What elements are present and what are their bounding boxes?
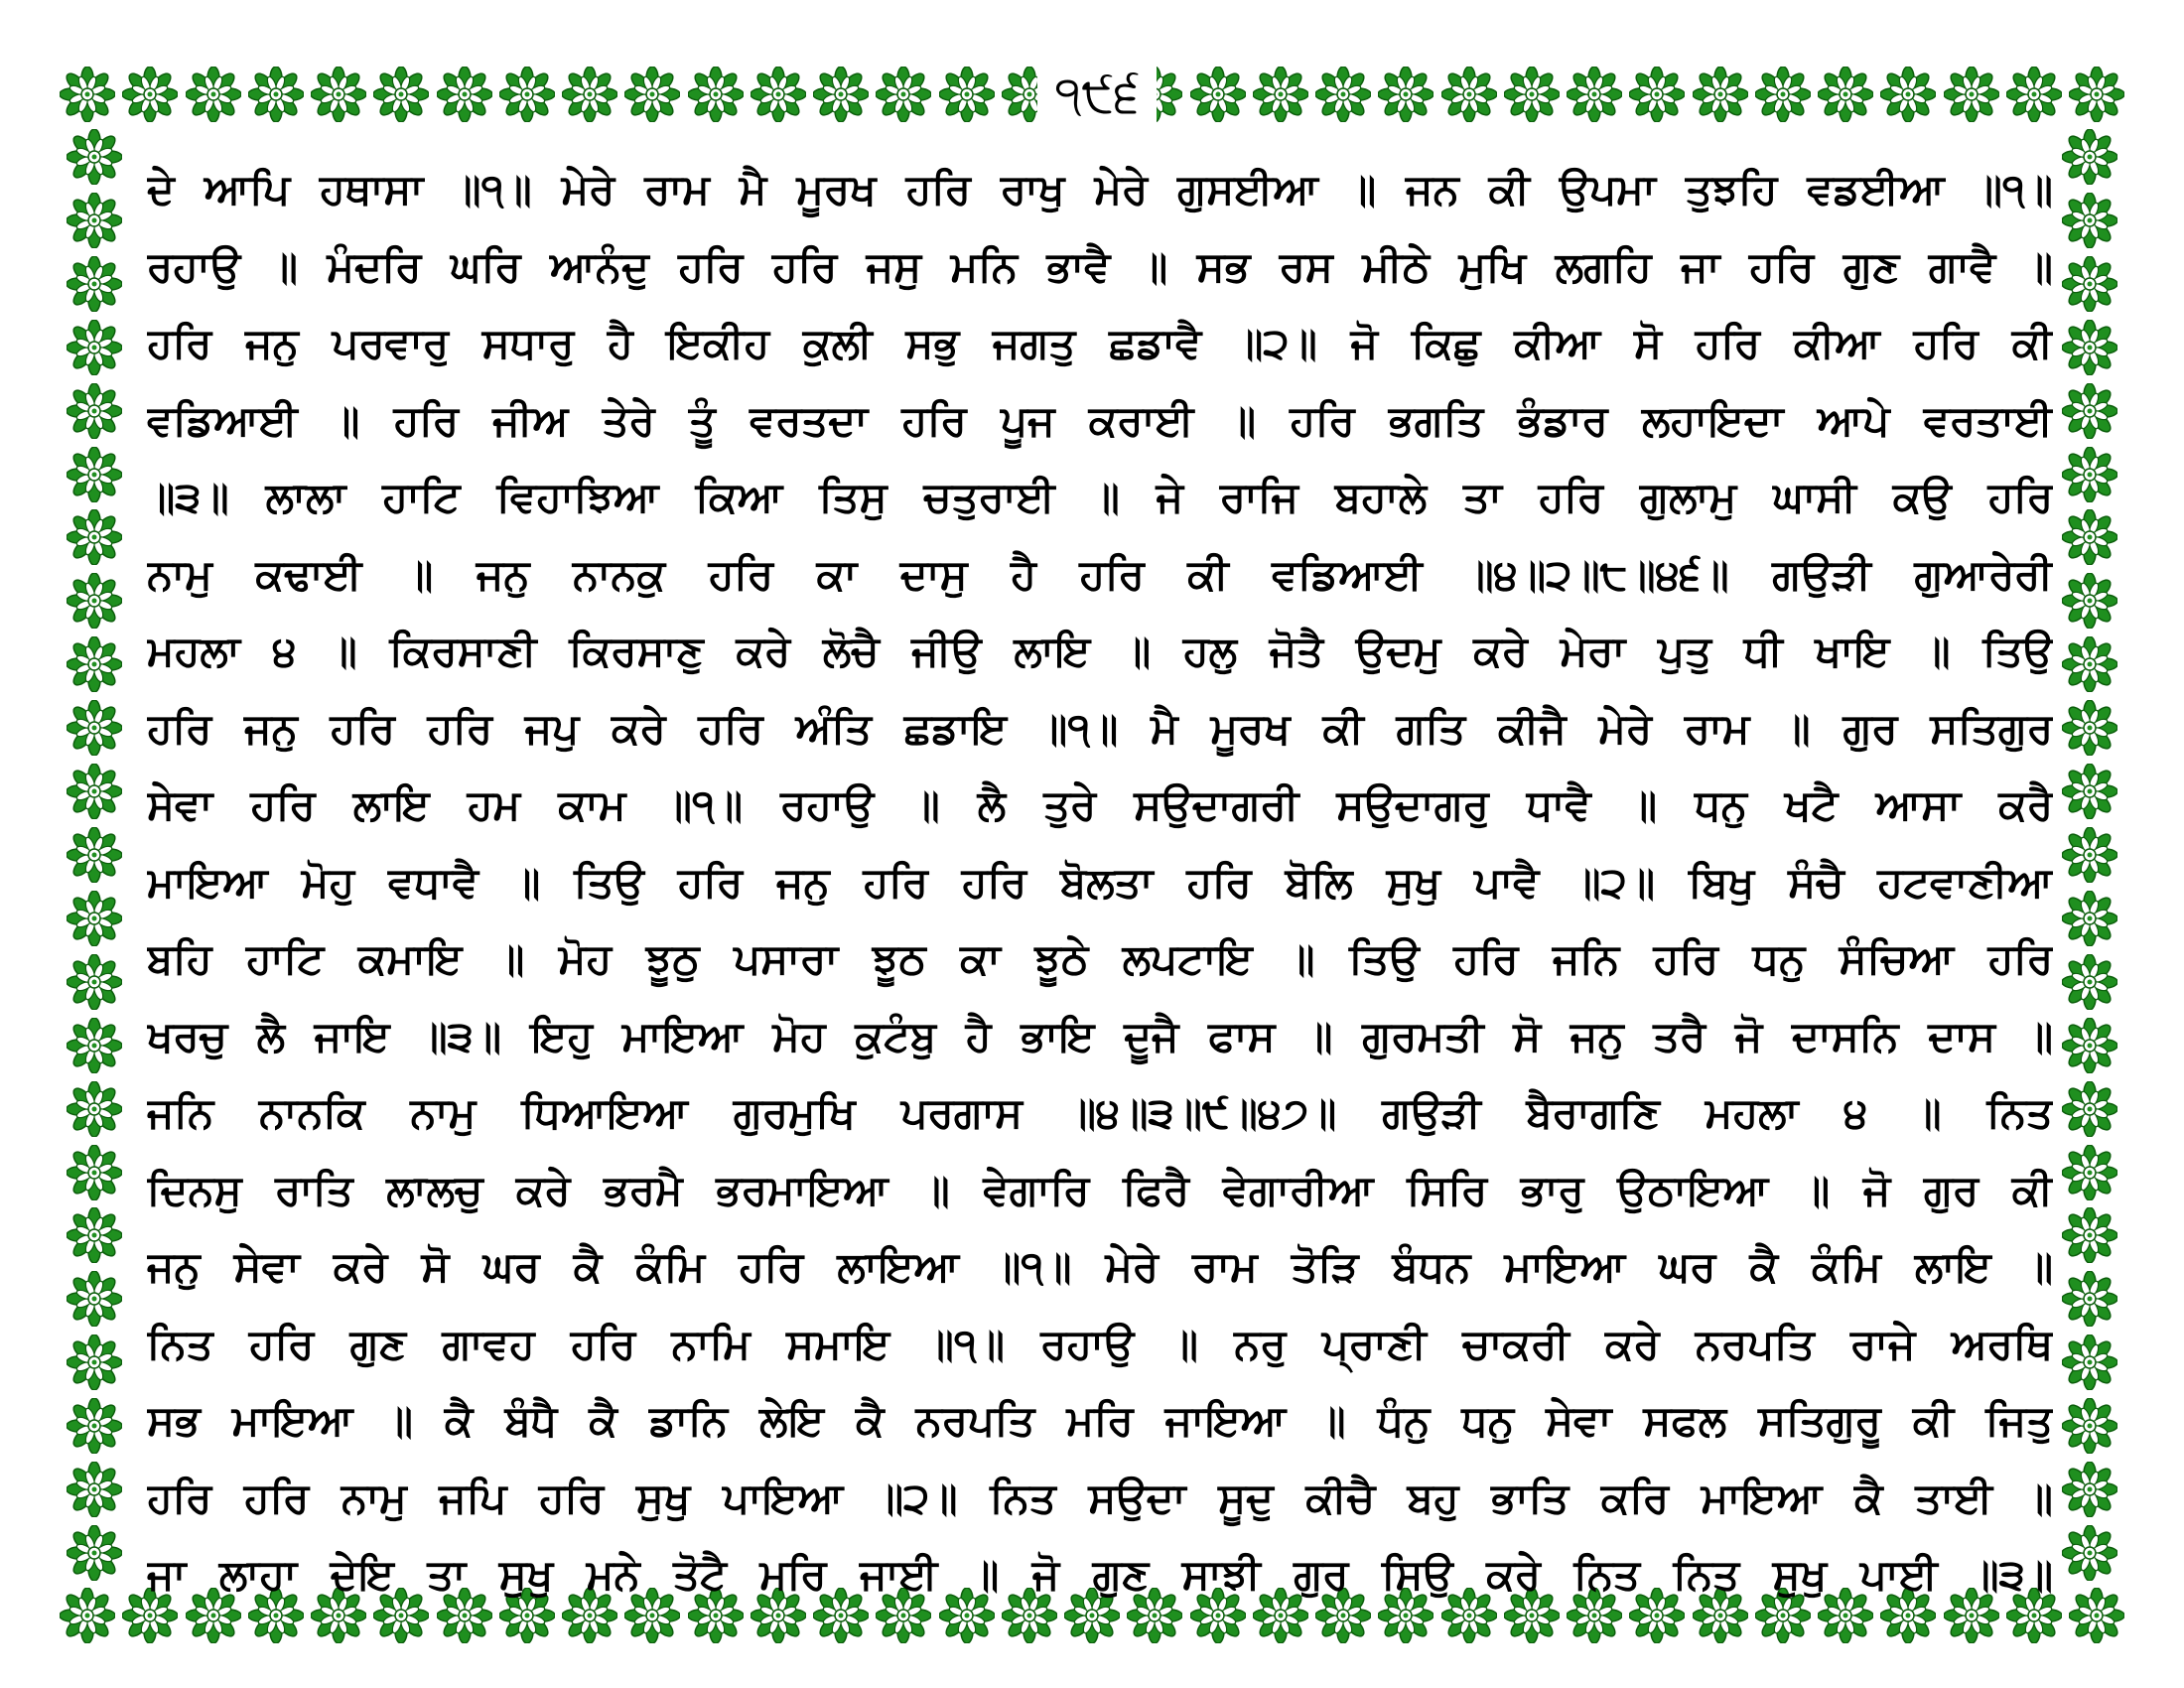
text-line: ਸਭ ਮਾਇਆ ॥ ਕੈ ਬੰਧੈ ਕੈ ਡਾਨਿ ਲੇਇ ਕੈ ਨਰਪਤਿ ਮਰਿ ਜਾਇਆ ॥ ਧੰਨੁ ਧਨੁ ਸੇਵਾ ਸਫਲ ਸਤਿਗੁਰੂ ਕੀ ਜਿਤੁ xyxy=(147,1396,2053,1445)
green-flower-icon xyxy=(2062,447,2117,502)
green-flower-icon xyxy=(624,67,680,122)
text-line: ਜਨੁ ਸੇਵਾ ਕਰੇ ਸੋ ਘਰ ਕੈ ਕੰਮਿ ਹਰਿ ਲਾਇਆ ॥੧॥ ਮੇਰੇ ਰਾਮ ਤੋੜਿ ਬੰਧਨ ਮਾਇਆ ਘਰ ਕੈ ਕੰਮਿ ਲਾਇ ॥ xyxy=(147,1242,2053,1291)
green-flower-icon xyxy=(2062,256,2117,312)
green-flower-icon xyxy=(60,67,115,122)
green-flower-icon xyxy=(2062,1398,2117,1454)
green-flower-icon xyxy=(1693,67,1748,122)
green-flower-icon xyxy=(2062,383,2117,439)
text-line: ਮਹਲਾ ੪ ॥ ਕਿਰਸਾਣੀ ਕਿਰਸਾਣੁ ਕਰੇ ਲੋਚੈ ਜੀਉ ਲਾਇ ॥ ਹਲੁ ਜੋਤੈ ਉਦਮੁ ਕਰੇ ਮੇਰਾ ਪੁਤੁ ਧੀ ਖਾਇ ॥ ਤਿਉ xyxy=(147,627,2053,675)
green-flower-icon xyxy=(1880,67,1936,122)
text-line: ਮਾਇਆ ਮੋਹੁ ਵਧਾਵੈ ॥ ਤਿਉ ਹਰਿ ਜਨੁ ਹਰਿ ਹਰਿ ਬੋਲਤਾ ਹਰਿ ਬੋਲਿ ਸੁਖੁ ਪਾਵੈ ॥੨॥ ਬਿਖੁ ਸੰਚੈ ਹਟਵਾਣੀਆ xyxy=(147,857,2053,907)
green-flower-icon xyxy=(186,67,241,122)
text-line: ॥੩॥ ਲਾਲਾ ਹਾਟਿ ਵਿਹਾਝਿਆ ਕਿਆ ਤਿਸੁ ਚਤੁਰਾਈ ॥ ਜੇ ਰਾਜਿ ਬਹਾਲੇ ਤਾ ਹਰਿ ਗੁਲਾਮੁ ਘਾਸੀ ਕਉ ਹਰਿ xyxy=(147,473,2053,521)
text-line: ਜਾ ਲਾਹਾ ਦੇਇ ਤਾ ਸੁਖੁ ਮਨੇ ਤੋਟੈ ਮਰਿ ਜਾਈ ॥ ਜੋ ਗੁਣ ਸਾਝੀ ਗੁਰ ਸਿਉ ਕਰੇ ਨਿਤ ਨਿਤ ਸੁਖੁ ਪਾਈ ॥੩॥ xyxy=(147,1550,2053,1599)
green-flower-icon xyxy=(1441,67,1497,122)
green-flower-icon xyxy=(67,447,122,502)
green-flower-icon xyxy=(67,383,122,439)
green-flower-icon xyxy=(1253,67,1308,122)
green-flower-icon xyxy=(2062,700,2117,756)
green-flower-icon xyxy=(67,1398,122,1454)
green-flower-icon xyxy=(2062,827,2117,883)
green-flower-icon xyxy=(1315,67,1371,122)
green-flower-icon xyxy=(67,891,122,946)
green-flower-icon xyxy=(1818,67,1873,122)
green-flower-icon xyxy=(2069,1588,2124,1643)
green-flower-icon xyxy=(122,67,178,122)
green-flower-icon xyxy=(1755,67,1811,122)
green-flower-icon xyxy=(2062,954,2117,1010)
green-flower-icon xyxy=(2062,1018,2117,1073)
green-flower-icon xyxy=(67,1271,122,1327)
text-line: ਦੇ ਆਪਿ ਹਥਾਸਾ ॥੧॥ ਮੇਰੇ ਰਾਮ ਮੈ ਮੂਰਖ ਹਰਿ ਰਾਖੁ ਮੇਰੇ ਗੁਸਈਆ ॥ ਜਨ ਕੀ ਉਪਮਾ ਤੁਝਹਿ ਵਡਈਆ ॥੧॥ xyxy=(147,165,2053,213)
text-line: ਖਰਚੁ ਲੈ ਜਾਇ ॥੩॥ ਇਹੁ ਮਾਇਆ ਮੋਹ ਕੁਟੰਬੁ ਹੈ ਭਾਇ ਦੂਜੈ ਫਾਸ ॥ ਗੁਰਮਤੀ ਸੋ ਜਨੁ ਤਰੈ ਜੋ ਦਾਸਨਿ ਦਾਸ ॥ xyxy=(147,1011,2053,1060)
green-flower-icon xyxy=(67,129,122,185)
green-flower-icon xyxy=(2069,67,2124,122)
green-flower-icon xyxy=(2006,67,2062,122)
green-flower-icon xyxy=(2062,1207,2117,1263)
green-flower-icon xyxy=(2062,573,2117,629)
green-flower-icon xyxy=(67,193,122,248)
green-flower-icon xyxy=(67,509,122,565)
green-flower-icon xyxy=(67,573,122,629)
green-flower-icon xyxy=(2062,193,2117,248)
green-flower-icon xyxy=(562,67,617,122)
green-flower-icon xyxy=(813,67,869,122)
green-flower-icon xyxy=(67,256,122,312)
green-flower-icon xyxy=(67,636,122,692)
green-flower-icon xyxy=(67,1018,122,1073)
green-flower-icon xyxy=(311,67,366,122)
green-flower-icon xyxy=(67,700,122,756)
text-line: ਸੇਵਾ ਹਰਿ ਲਾਇ ਹਮ ਕਾਮ ॥੧॥ ਰਹਾਉ ॥ ਲੈ ਤੁਰੇ ਸਉਦਾਗਰੀ ਸਉਦਾਗਰੁ ਧਾਵੈ ॥ ਧਨੁ ਖਟੈ ਆਸਾ ਕਰੈ xyxy=(147,780,2053,829)
green-flower-icon xyxy=(67,1145,122,1200)
green-flower-icon xyxy=(67,827,122,883)
green-flower-icon xyxy=(499,67,555,122)
green-flower-icon xyxy=(67,1525,122,1581)
green-flower-icon xyxy=(248,67,304,122)
green-flower-icon xyxy=(60,1588,115,1643)
green-flower-icon xyxy=(2062,764,2117,819)
text-line: ਹਰਿ ਹਰਿ ਨਾਮੁ ਜਪਿ ਹਰਿ ਸੁਖੁ ਪਾਇਆ ॥੨॥ ਨਿਤ ਸਉਦਾ ਸੂਦੁ ਕੀਚੈ ਬਹੁ ਭਾਤਿ ਕਰਿ ਮਾਇਆ ਕੈ ਤਾਈ ॥ xyxy=(147,1473,2053,1522)
green-flower-icon xyxy=(2062,636,2117,692)
gurbani-text-block xyxy=(147,151,2053,1599)
decorative-border-right xyxy=(2055,129,2124,1581)
green-flower-icon xyxy=(751,67,806,122)
text-line: ਦਿਨਸੁ ਰਾਤਿ ਲਾਲਚੁ ਕਰੇ ਭਰਮੈ ਭਰਮਾਇਆ ॥ ਵੇਗਾਰਿ ਫਿਰੈ ਵੇਗਾਰੀਆ ਸਿਰਿ ਭਾਰੁ ਉਠਾਇਆ ॥ ਜੋ ਗੁਰ ਕੀ xyxy=(147,1165,2053,1214)
green-flower-icon xyxy=(1504,67,1560,122)
green-flower-icon xyxy=(2062,1525,2117,1581)
green-flower-icon xyxy=(2062,1271,2117,1327)
green-flower-icon xyxy=(373,67,429,122)
green-flower-icon xyxy=(1378,67,1433,122)
text-line: ਹਰਿ ਜਨੁ ਪਰਵਾਰੁ ਸਧਾਰੁ ਹੈ ਇਕੀਹ ਕੁਲੀ ਸਭੁ ਜਗਤੁ ਛਡਾਵੈ ॥੨॥ ਜੋ ਕਿਛੁ ਕੀਆ ਸੋ ਹਰਿ ਕੀਆ ਹਰਿ ਕੀ xyxy=(147,319,2053,367)
text-line: ਰਹਾਉ ॥ ਮੰਦਰਿ ਘਰਿ ਆਨੰਦੁ ਹਰਿ ਹਰਿ ਜਸੁ ਮਨਿ ਭਾਵੈ ॥ ਸਭ ਰਸ ਮੀਠੇ ਮੁਖਿ ਲਗਹਿ ਜਾ ਹਰਿ ਗੁਣ ਗਾਵੈ ॥ xyxy=(147,241,2053,291)
green-flower-icon xyxy=(2062,509,2117,565)
green-flower-icon xyxy=(2062,1081,2117,1137)
green-flower-icon xyxy=(688,67,744,122)
green-flower-icon xyxy=(67,1081,122,1137)
green-flower-icon xyxy=(2062,1145,2117,1200)
text-line: ਬਹਿ ਹਾਟਿ ਕਮਾਇ ॥ ਮੋਹ ਝੂਠੁ ਪਸਾਰਾ ਝੂਠ ਕਾ ਝੂਠੇ ਲਪਟਾਇ ॥ ਤਿਉ ਹਰਿ ਜਨਿ ਹਰਿ ਧਨੁ ਸੰਚਿਆ ਹਰਿ xyxy=(147,934,2053,983)
green-flower-icon xyxy=(2062,1462,2117,1517)
green-flower-icon xyxy=(67,954,122,1010)
green-flower-icon xyxy=(939,67,995,122)
green-flower-icon xyxy=(67,1335,122,1390)
text-line: ਨਿਤ ਹਰਿ ਗੁਣ ਗਾਵਹ ਹਰਿ ਨਾਮਿ ਸਮਾਇ ॥੧॥ ਰਹਾਉ ॥ ਨਰੁ ਪ੍ਰਾਣੀ ਚਾਕਰੀ ਕਰੇ ਨਰਪਤਿ ਰਾਜੇ ਅਰਥਿ xyxy=(147,1319,2053,1368)
green-flower-icon xyxy=(67,764,122,819)
decorative-border-left xyxy=(60,129,129,1581)
green-flower-icon xyxy=(1190,67,1246,122)
green-flower-icon xyxy=(2062,891,2117,946)
green-flower-icon xyxy=(437,67,492,122)
green-flower-icon xyxy=(1944,67,1999,122)
text-line: ਵਡਿਆਈ ॥ ਹਰਿ ਜੀਅ ਤੇਰੇ ਤੂੰ ਵਰਤਦਾ ਹਰਿ ਪੂਜ ਕਰਾਈ ॥ ਹਰਿ ਭਗਤਿ ਭੰਡਾਰ ਲਹਾਇਦਾ ਆਪੇ ਵਰਤਾਈ xyxy=(147,395,2053,445)
green-flower-icon xyxy=(67,1462,122,1517)
green-flower-icon xyxy=(2062,129,2117,185)
text-line: ਹਰਿ ਜਨੁ ਹਰਿ ਹਰਿ ਜਪੁ ਕਰੇ ਹਰਿ ਅੰਤਿ ਛਡਾਇ ॥੧॥ ਮੈ ਮੂਰਖ ਕੀ ਗਤਿ ਕੀਜੈ ਮੇਰੇ ਰਾਮ ॥ ਗੁਰ ਸਤਿਗੁਰ xyxy=(147,703,2053,753)
green-flower-icon xyxy=(67,320,122,375)
green-flower-icon xyxy=(2062,320,2117,375)
text-line: ਜਨਿ ਨਾਨਕਿ ਨਾਮੁ ਧਿਆਇਆ ਗੁਰਮੁਖਿ ਪਰਗਾਸ ॥੪॥੩॥੯॥੪੭॥ ਗਉੜੀ ਬੈਰਾਗਣਿ ਮਹਲਾ ੪ ॥ ਨਿਤ xyxy=(147,1088,2053,1137)
text-line: ਨਾਮੁ ਕਢਾਈ ॥ ਜਨੁ ਨਾਨਕੁ ਹਰਿ ਕਾ ਦਾਸੁ ਹੈ ਹਰਿ ਕੀ ਵਡਿਆਈ ॥੪॥੨॥੮॥੪੬॥ ਗਉੜੀ ਗੁਆਰੇਰੀ xyxy=(147,549,2053,599)
green-flower-icon xyxy=(1629,67,1685,122)
green-flower-icon xyxy=(876,67,931,122)
green-flower-icon xyxy=(1567,67,1622,122)
green-flower-icon xyxy=(2062,1335,2117,1390)
green-flower-icon xyxy=(67,1207,122,1263)
page-number: ੧੯੬ xyxy=(1037,55,1157,134)
